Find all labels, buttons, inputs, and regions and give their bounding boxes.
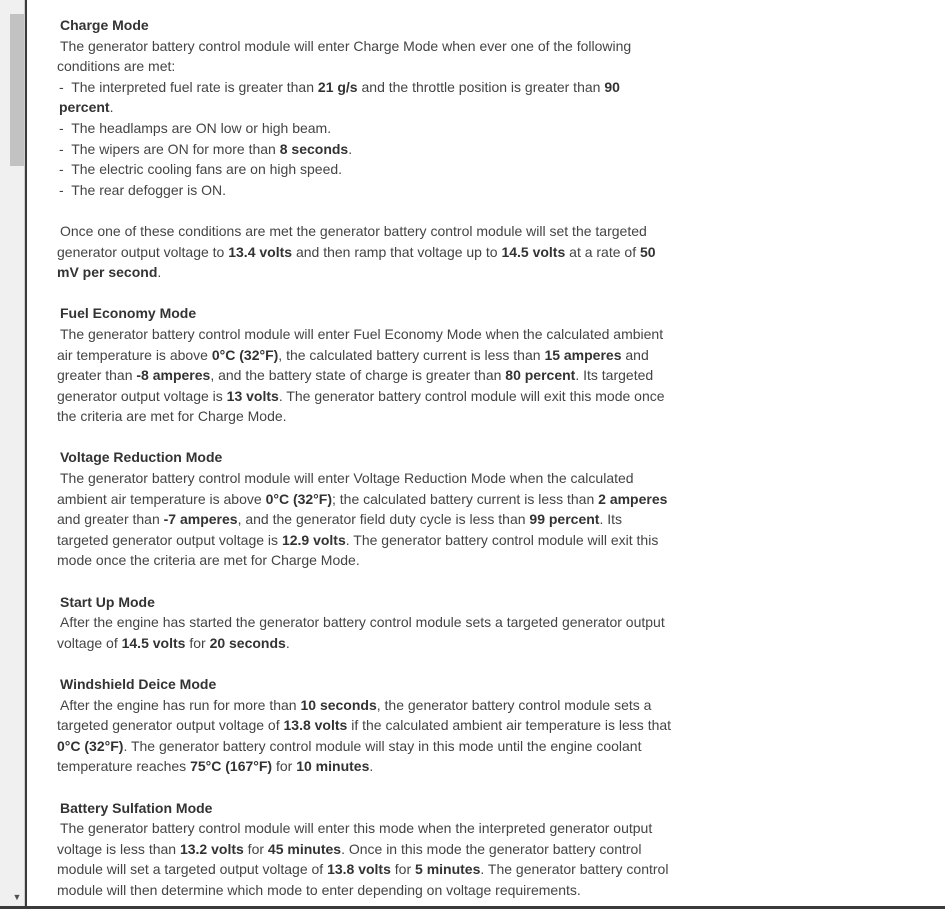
section-heading: Windshield Deice Mode [60, 676, 217, 692]
section-heading: Voltage Reduction Mode [60, 449, 223, 466]
paragraph: The generator battery control module will enter this mode when the interpreted generator output voltage is less than 13.2 volts for 45 minutes. Once in this mode the generator battery control module will set a targeted output voltage of 13.8 volts for 5 minutes. The generator battery control module will then determine which mode to enter depending on voltage requirements. [57, 820, 669, 898]
section-heading: Start Up Mode [60, 593, 155, 610]
paragraph: The generator battery control module will enter Fuel Economy Mode when the calculated ambient air temperature is above 0°C (32°F), the calculated battery current is less than 15 amperes and greater than -8 amperes, and the battery state of charge is greater than 80 percent. Its targeted generator output voltage is 13 volts. The generator battery control module will exit this mode once the criteria are met for Charge Mode. [57, 325, 665, 425]
section-heading: Fuel Economy Mode [60, 305, 197, 322]
section-intro: The generator battery control module will enter Charge Mode when ever one of the following conditions are met: [57, 37, 632, 75]
list-item: - The headlamps are ON low or high beam. [59, 119, 332, 136]
section-charge-mode [57, 15, 677, 200]
document-content [57, 15, 677, 921]
paragraph: After the engine has run for more than 10 seconds, the generator battery control module sets a targeted generator output voltage of 13.8 volts if the calculated ambient air temperature is less that 0°C (32°F). The generator battery control module will stay in this mode until the engine coolant temperature reaches 75°C (167°F) for 10 minutes. [57, 696, 672, 775]
scroll-down-arrow-icon[interactable]: ▼ [12, 892, 22, 902]
scrollbar-thumb[interactable] [10, 14, 24, 166]
paragraph: Once one of these conditions are met the generator battery control module will set the targeted generator output voltage to 13.4 volts and then ramp that voltage up to 14.5 volts at a rate of 50 mV per second. [57, 222, 656, 281]
list-item: - The wipers are ON for more than 8 seconds. [59, 140, 353, 157]
section-windshield-deice-mode [57, 674, 677, 777]
list-item: - The interpreted fuel rate is greater than 21 g/s and the throttle position is greater than 90 percent. [59, 78, 620, 116]
section-fuel-economy-mode [57, 303, 677, 427]
paragraph: After the engine has started the generator battery control module sets a targeted generator output voltage of 14.5 volts for 20 seconds. [57, 614, 665, 651]
list-item: - The electric cooling fans are on high speed. [59, 161, 343, 178]
list-item: - The rear defogger is ON. [59, 181, 227, 198]
section-heading: Battery Sulfation Mode [60, 799, 213, 816]
section-start-up-mode [57, 592, 677, 654]
paragraph: The generator battery control module will enter Voltage Reduction Mode when the calculated ambient air temperature is above 0°C (32°F); the calculated battery current is less than 2 amperes and greater than -7 amperes, and the generator field duty cycle is less than 99 percent. Its targeted generator output voltage is 12.9 volts. The generator battery control module will exit this mode once the criteria are met for Charge Mode. [57, 470, 668, 569]
vertical-scrollbar[interactable] [0, 0, 25, 907]
section-charge-mode-followup [57, 221, 677, 283]
pane-divider [25, 0, 27, 909]
section-heading: Charge Mode [60, 17, 149, 33]
section-voltage-reduction-mode [57, 447, 677, 571]
section-battery-sulfation-mode [57, 798, 677, 901]
